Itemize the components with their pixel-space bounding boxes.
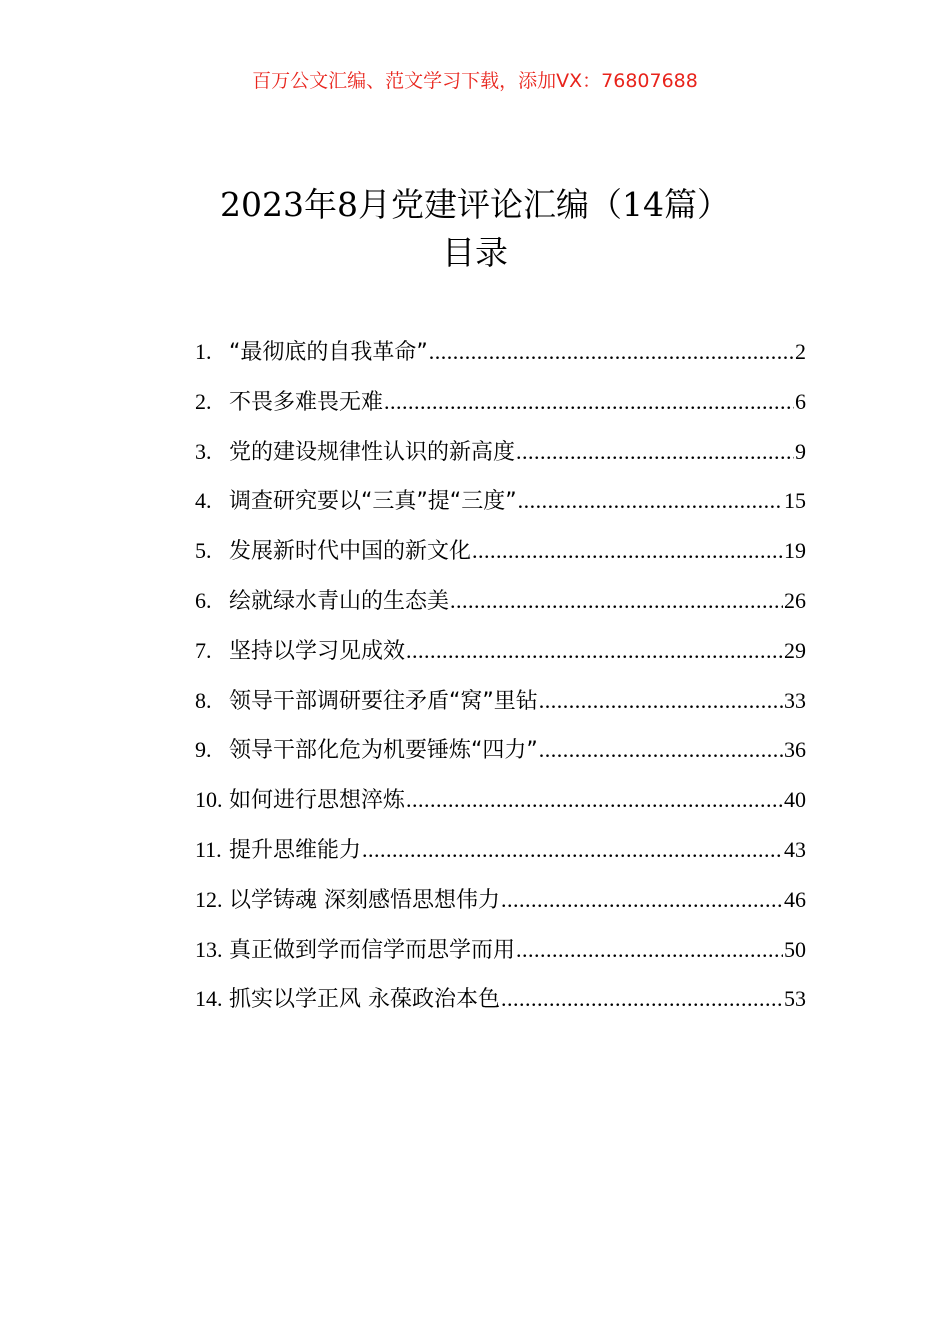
toc-entry-7[interactable] xyxy=(195,633,806,683)
toc-number: 4. xyxy=(195,488,212,514)
toc-label: 以学铸魂 深刻感悟思想伟力 xyxy=(229,887,500,913)
toc-number: 8. xyxy=(195,687,212,713)
toc-number: 13. xyxy=(195,936,223,962)
toc-entry-14[interactable] xyxy=(195,981,806,1031)
toc-entry-5[interactable] xyxy=(195,533,806,583)
toc-entry-4[interactable] xyxy=(195,483,806,533)
toc-entry-13[interactable] xyxy=(195,932,806,982)
toc-entry-1[interactable] xyxy=(195,334,806,384)
toc-entry-11[interactable] xyxy=(195,832,806,882)
toc-page-number: 33 xyxy=(784,687,806,713)
toc-number: 6. xyxy=(195,587,212,613)
toc-dot-leader xyxy=(450,583,783,619)
toc-label: 抓实以学正风 永葆政治本色 xyxy=(229,987,500,1013)
toc-entry-3[interactable] xyxy=(195,434,806,484)
toc-entry-8[interactable] xyxy=(195,683,806,733)
toc-entry-6[interactable] xyxy=(195,583,806,633)
toc-page-number: 6 xyxy=(795,388,806,414)
toc-page-number: 26 xyxy=(784,587,806,613)
toc-page-number: 2 xyxy=(795,339,806,364)
header-banner xyxy=(0,66,950,96)
toc-entry-9[interactable] xyxy=(195,732,806,782)
toc-dot-leader xyxy=(362,832,783,868)
toc-label: 不畏多难畏无难 xyxy=(229,389,384,415)
toc-label: 领导干部调研要往矛盾“窝”里钻 xyxy=(229,688,538,714)
toc-page-number: 43 xyxy=(784,836,806,862)
table-of-contents xyxy=(195,334,806,1031)
page-title: 2023年8月党建评论汇编（14篇） xyxy=(220,185,730,224)
toc-label: 领导干部化危为机要锤炼“四力” xyxy=(229,738,538,764)
toc-entry-10[interactable] xyxy=(195,782,806,832)
toc-page-number: 50 xyxy=(784,936,806,962)
toc-label: 如何进行思想淬炼 xyxy=(229,788,406,814)
toc-page-number: 46 xyxy=(784,886,806,912)
toc-label: 发展新时代中国的新文化 xyxy=(229,539,472,565)
toc-dot-leader xyxy=(406,633,783,669)
toc-entry-2[interactable] xyxy=(195,384,806,434)
toc-number: 11. xyxy=(195,836,222,862)
toc-dot-leader xyxy=(516,932,783,968)
page-subtitle: 目录 xyxy=(442,233,508,272)
toc-page-number: 9 xyxy=(795,438,806,464)
toc-dot-leader xyxy=(429,334,794,370)
toc-number: 7. xyxy=(195,637,212,663)
toc-dot-leader xyxy=(472,533,783,569)
toc-number: 12. xyxy=(195,886,223,912)
toc-entry-12[interactable] xyxy=(195,882,806,932)
toc-dot-leader xyxy=(539,683,783,719)
toc-label: 党的建设规律性认识的新高度 xyxy=(229,439,516,465)
toc-number: 10. xyxy=(195,787,223,813)
toc-number: 3. xyxy=(195,438,212,464)
toc-page-number: 29 xyxy=(784,637,806,663)
toc-page-number: 36 xyxy=(784,737,806,763)
toc-dot-leader xyxy=(406,782,783,818)
toc-dot-leader xyxy=(539,732,783,768)
toc-label: “最彻底的自我革命” xyxy=(229,340,428,365)
toc-number: 14. xyxy=(195,986,223,1012)
toc-number: 9. xyxy=(195,737,212,763)
toc-dot-leader xyxy=(501,882,783,918)
toc-label: 坚持以学习见成效 xyxy=(229,638,406,664)
toc-dot-leader xyxy=(384,384,794,420)
toc-label: 提升思维能力 xyxy=(229,837,362,863)
toc-number: 1. xyxy=(195,339,212,364)
toc-page-number: 15 xyxy=(784,488,806,514)
toc-number: 2. xyxy=(195,388,212,414)
toc-page-number: 19 xyxy=(784,538,806,564)
toc-number: 5. xyxy=(195,538,212,564)
toc-label: 调查研究要以“三真”提“三度” xyxy=(229,489,517,515)
toc-label: 绘就绿水青山的生态美 xyxy=(229,588,450,614)
toc-dot-leader xyxy=(501,981,783,1017)
toc-label: 真正做到学而信学而思学而用 xyxy=(229,937,516,963)
toc-page-number: 53 xyxy=(784,986,806,1012)
toc-dot-leader xyxy=(516,434,794,470)
toc-dot-leader xyxy=(518,483,783,519)
toc-page-number: 40 xyxy=(784,787,806,813)
header-banner-text: 百万公文汇编、范文学习下载，添加VX：76807688 xyxy=(252,70,698,92)
